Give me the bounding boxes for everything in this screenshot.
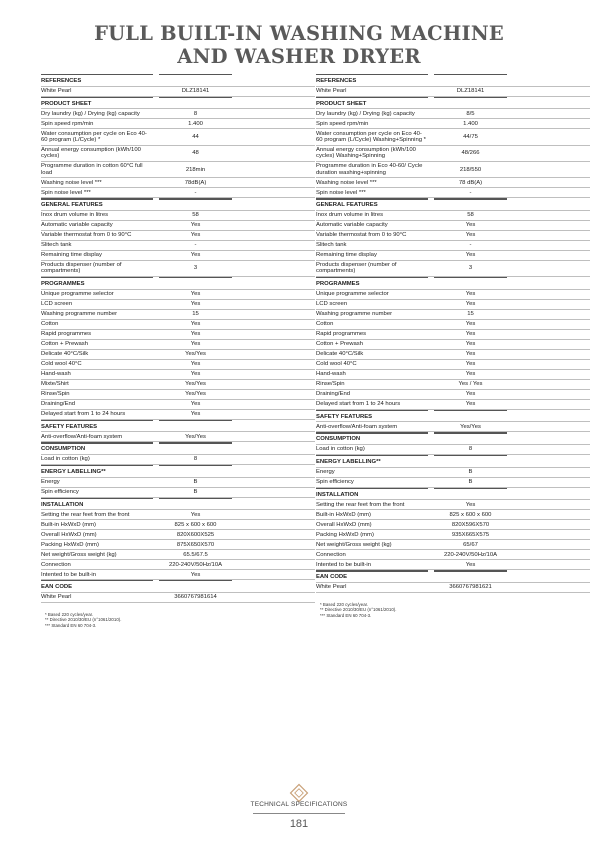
spec-label: Programme duration in Eco 40-60/ Cycle duration washing+spinning xyxy=(316,163,423,176)
spec-value: 820X596X570 xyxy=(451,521,490,528)
spec-row xyxy=(41,560,315,570)
spec-label: Washing programme number xyxy=(41,311,118,318)
spec-label: Cotton + Prewash xyxy=(41,341,88,348)
section-heading: PRODUCT SHEET xyxy=(41,99,315,109)
spec-label: Slitech tank xyxy=(316,242,347,249)
spec-label: Intented to be built-in xyxy=(41,571,97,578)
spec-row xyxy=(316,380,590,390)
spec-value: Yes xyxy=(465,340,476,347)
spec-label: Washing noise level *** xyxy=(41,179,102,186)
spec-label: Annual energy consumption (kWh/100 cycles) xyxy=(41,147,141,160)
spec-row xyxy=(316,445,590,455)
title-line: AND WASHER DRYER xyxy=(177,45,421,68)
spec-label: Draining/End xyxy=(316,390,351,397)
spec-row xyxy=(316,211,590,221)
page-title xyxy=(0,22,598,68)
spec-label: White Pearl xyxy=(316,584,347,591)
spec-row xyxy=(41,251,315,261)
spec-row xyxy=(41,87,315,97)
spec-value: 44/75 xyxy=(463,133,478,140)
spec-value: Yes xyxy=(190,321,201,328)
spec-row xyxy=(41,488,315,498)
spec-table-washer-dryer xyxy=(316,74,590,619)
footnote: *** Standard EN 60 704-3. xyxy=(320,612,372,618)
spec-label: Delayed start from 1 to 24 hours xyxy=(316,400,401,407)
spec-row xyxy=(316,300,590,310)
section-heading: ENERGY LABELLING** xyxy=(41,467,315,477)
spec-value: Yes xyxy=(465,330,476,337)
spec-value: Yes xyxy=(465,390,476,397)
section-heading: EAN CODE xyxy=(41,583,315,593)
spec-row xyxy=(316,540,590,550)
spec-row xyxy=(316,241,590,251)
spec-label: Programme duration in cotton 60°C full load xyxy=(41,163,143,176)
footer-divider xyxy=(253,813,345,814)
spec-label: Washing programme number xyxy=(316,311,393,318)
title-line: FULL BUILT-IN WASHING MACHINE xyxy=(94,22,504,45)
spec-row xyxy=(316,360,590,370)
spec-row xyxy=(316,87,590,97)
spec-label: Setting the rear feet from the front xyxy=(41,511,130,518)
spec-value: - xyxy=(194,242,197,249)
spec-row xyxy=(316,129,590,145)
footnote: * Based 220 cycles/year. xyxy=(320,601,369,607)
spec-label: Delicate 40°C/Silk xyxy=(316,351,364,358)
spec-row xyxy=(316,500,590,510)
section-heading: SAFETY FEATURES xyxy=(41,422,315,432)
spec-value: Yes xyxy=(465,501,476,508)
footnotes xyxy=(41,612,315,629)
spec-label: White Pearl xyxy=(41,88,72,95)
spec-label: Products dispenser (number of compartments) xyxy=(41,262,122,275)
spec-label: Unique programme selector xyxy=(41,291,114,298)
spec-value: 48 xyxy=(192,150,199,157)
spec-row xyxy=(41,162,315,178)
footnotes xyxy=(316,602,590,619)
spec-value: 44 xyxy=(192,133,199,140)
spec-row xyxy=(41,510,315,520)
spec-label: Water consumption per cycle on Eco 40-60 program (L/Cycle) * xyxy=(41,130,147,144)
spec-label: Connection xyxy=(316,551,346,558)
spec-row xyxy=(41,109,315,119)
spec-row xyxy=(41,231,315,241)
spec-row xyxy=(41,300,315,310)
spec-value: Yes xyxy=(465,350,476,357)
section-heading: GENERAL FEATURES xyxy=(41,201,315,211)
spec-row xyxy=(41,119,315,129)
spec-row xyxy=(41,211,315,221)
footnote: ** Directive 2010/30/EU (n°1061/2010). xyxy=(45,617,122,623)
spec-label: Packing HxWxD (mm) xyxy=(316,531,374,538)
spec-label: Rapid programmes xyxy=(316,331,367,338)
spec-value: Yes xyxy=(190,330,201,337)
spec-row xyxy=(316,146,590,162)
spec-value: Yes xyxy=(465,360,476,367)
spec-label: Remaining time display xyxy=(316,252,377,259)
spec-row xyxy=(41,540,315,550)
spec-label: Variable thermostat from 0 to 90°C xyxy=(41,232,132,239)
spec-value: Yes xyxy=(190,222,201,229)
spec-row xyxy=(41,188,315,198)
spec-value: 65.5/67.5 xyxy=(183,551,208,558)
spec-value: 15 xyxy=(192,311,199,318)
spec-row xyxy=(41,178,315,188)
spec-value: 218/550 xyxy=(459,166,482,173)
spec-value: B xyxy=(193,488,198,495)
spec-value: 820X600X525 xyxy=(176,531,215,538)
spec-label: Load in cotton (kg) xyxy=(41,456,90,463)
spec-row xyxy=(41,310,315,320)
spec-label: Load in cotton (kg) xyxy=(316,446,365,453)
spec-label: Draining/End xyxy=(41,400,76,407)
spec-row xyxy=(316,178,590,188)
spec-row xyxy=(41,320,315,330)
spec-label: Net weight/Gross weight (kg) xyxy=(41,551,117,558)
spec-row xyxy=(41,550,315,560)
spec-value: Yes xyxy=(465,232,476,239)
spec-value: Yes xyxy=(465,321,476,328)
spec-label: White Pearl xyxy=(316,88,347,95)
section-heading: PROGRAMMES xyxy=(316,280,590,290)
spec-value: Yes/Yes xyxy=(185,380,206,387)
spec-row xyxy=(316,530,590,540)
spec-value: 218min xyxy=(185,166,206,173)
spec-row xyxy=(41,593,315,603)
spec-value: 8/5 xyxy=(466,110,475,117)
spec-row xyxy=(316,188,590,198)
spec-value: Yes xyxy=(190,571,201,578)
spec-row xyxy=(41,455,315,465)
spec-label: Dry laundry (kg) / Drying (kg) capacity xyxy=(41,110,140,117)
spec-value: Yes xyxy=(190,410,201,417)
page-number: 181 xyxy=(289,818,309,830)
spec-label: Cold wool 40°C xyxy=(41,361,82,367)
spec-value: B xyxy=(468,468,473,475)
spec-value: Yes xyxy=(190,301,201,308)
spec-row xyxy=(316,261,590,277)
spec-value: Yes xyxy=(465,370,476,377)
spec-value: 1.400 xyxy=(463,120,478,127)
spec-label: Rapid programmes xyxy=(41,331,92,338)
spec-value: 3 xyxy=(468,265,473,272)
spec-row xyxy=(41,432,315,442)
spec-value: Yes/Yes xyxy=(460,423,481,430)
spec-label: Energy xyxy=(41,478,60,485)
spec-value: 935X665X575 xyxy=(451,531,490,538)
spec-label: Slitech tank xyxy=(41,242,72,249)
spec-label: Automatic variable capacity xyxy=(316,222,388,229)
spec-row xyxy=(41,241,315,251)
spec-row xyxy=(41,478,315,488)
spec-value: - xyxy=(469,242,472,249)
spec-label: Inox drum volume in litres xyxy=(316,212,384,219)
spec-table-washing-machine xyxy=(41,74,315,629)
spec-label: Overall HxWxD (mm) xyxy=(316,521,372,528)
spec-value: Yes xyxy=(465,400,476,407)
spec-label: Spin speed rpm/min xyxy=(316,120,369,127)
spec-label: Spin speed rpm/min xyxy=(41,120,94,127)
spec-label: Automatic variable capacity xyxy=(41,222,113,229)
spec-label: White Pearl xyxy=(41,594,72,601)
spec-row xyxy=(41,570,315,580)
spec-label: Mixte/Shirt xyxy=(41,380,69,387)
spec-row xyxy=(41,410,315,420)
spec-label: Unique programme selector xyxy=(316,291,389,298)
footnote: *** Standard EN 60 704-3. xyxy=(45,622,97,628)
spec-label: LCD screen xyxy=(41,301,73,308)
spec-row xyxy=(316,350,590,360)
spec-label: Anti-overflow/Anti-foam system xyxy=(41,433,123,440)
spec-label: Cotton xyxy=(41,321,59,328)
spec-row xyxy=(41,129,315,145)
spec-label: Annual energy consumption (kWh/100 cycles) Washing+Spinning xyxy=(316,147,416,160)
spec-label: Cotton + Prewash xyxy=(316,341,363,348)
spec-label: Setting the rear feet from the front xyxy=(316,501,405,508)
spec-label: Connection xyxy=(41,561,71,568)
spec-value: Yes xyxy=(190,511,201,518)
spec-label: Spin efficiency xyxy=(41,488,79,495)
spec-row xyxy=(41,370,315,380)
spec-value: DLZ18141 xyxy=(456,88,485,95)
spec-row xyxy=(41,330,315,340)
spec-label: Hand-wash xyxy=(41,370,71,377)
spec-label: LCD screen xyxy=(316,301,348,308)
spec-row xyxy=(41,350,315,360)
spec-row xyxy=(316,520,590,530)
section-heading: INSTALLATION xyxy=(316,490,590,500)
spec-label: Rinse/Spin xyxy=(41,390,70,397)
spec-value: Yes/Yes xyxy=(185,433,206,440)
footer-label: TECHNICAL SPECIFICATIONS xyxy=(250,801,348,808)
spec-label: Net weight/Gross weight (kg) xyxy=(316,541,392,548)
spec-label: Remaining time display xyxy=(41,252,102,259)
spec-row xyxy=(316,583,590,593)
section-heading: ENERGY LABELLING** xyxy=(316,457,590,467)
spec-value: 875X650X570 xyxy=(176,541,215,548)
spec-label: Rinse/Spin xyxy=(316,380,345,387)
spec-row xyxy=(316,290,590,300)
spec-row xyxy=(316,422,590,432)
section-heading: EAN CODE xyxy=(316,573,590,583)
spec-label: Dry laundry (kg) / Drying (kg) capacity xyxy=(316,110,415,117)
spec-value: 78 dB(A) xyxy=(458,179,483,186)
section-heading: PRODUCT SHEET xyxy=(316,99,590,109)
spec-value: 58 xyxy=(467,212,474,219)
spec-value: 8 xyxy=(193,110,198,117)
spec-value: 78dB(A) xyxy=(184,179,207,186)
spec-value: 825 x 600 x 600 xyxy=(449,511,492,518)
spec-value: B xyxy=(193,478,198,485)
spec-row xyxy=(316,320,590,330)
spec-value: Yes xyxy=(190,340,201,347)
spec-row xyxy=(41,400,315,410)
spec-value: DLZ18141 xyxy=(181,88,210,95)
spec-label: Cold wool 40°C xyxy=(316,361,357,367)
spec-row xyxy=(41,290,315,300)
section-heading: INSTALLATION xyxy=(41,500,315,510)
spec-label: Energy xyxy=(316,468,335,475)
spec-value: - xyxy=(469,189,472,196)
spec-row xyxy=(41,340,315,350)
spec-value: 220-240V/50Hz/10A xyxy=(443,551,498,558)
spec-value: Yes xyxy=(465,301,476,308)
spec-label: Hand-wash xyxy=(316,370,346,377)
spec-value: 3660767981621 xyxy=(449,584,492,591)
spec-row xyxy=(316,330,590,340)
spec-value: Yes xyxy=(190,232,201,239)
spec-value: Yes xyxy=(190,252,201,259)
spec-value: Yes xyxy=(190,400,201,407)
spec-row xyxy=(41,390,315,400)
section-heading: CONSUMPTION xyxy=(41,445,315,455)
spec-value: 15 xyxy=(467,311,474,318)
spec-row xyxy=(316,468,590,478)
spec-value: 8 xyxy=(193,456,198,463)
spec-row xyxy=(316,510,590,520)
spec-label: Water consumption per cycle on Eco 40-60 program (L/Cycle) Washing+Spinning * xyxy=(316,130,426,144)
spec-row xyxy=(316,390,590,400)
spec-row xyxy=(41,520,315,530)
spec-row xyxy=(41,530,315,540)
spec-label: Overall HxWxD (mm) xyxy=(41,531,97,538)
spec-value: 65/67 xyxy=(463,541,478,548)
spec-label: Spin noise level *** xyxy=(316,189,366,196)
section-heading: SAFETY FEATURES xyxy=(316,412,590,422)
spec-value: Yes xyxy=(465,222,476,229)
section-heading: CONSUMPTION xyxy=(316,435,590,445)
spec-row xyxy=(316,370,590,380)
spec-row xyxy=(316,109,590,119)
spec-label: Packing HxWxD (mm) xyxy=(41,541,99,548)
spec-label: Variable thermostat from 0 to 90°C xyxy=(316,232,407,239)
spec-value: - xyxy=(194,189,197,196)
spec-value: 48/266 xyxy=(461,150,480,157)
spec-row xyxy=(316,119,590,129)
spec-row xyxy=(316,478,590,488)
spec-label: Built-in HxWxD (mm) xyxy=(41,521,96,528)
spec-value: 8 xyxy=(468,446,473,453)
spec-label: Built-in HxWxD (mm) xyxy=(316,511,371,518)
spec-value: Yes xyxy=(465,561,476,568)
spec-row xyxy=(41,380,315,390)
section-heading: PROGRAMMES xyxy=(41,280,315,290)
section-heading: REFERENCES xyxy=(41,77,315,87)
spec-label: Spin noise level *** xyxy=(41,189,91,196)
spec-row xyxy=(316,400,590,410)
spec-row xyxy=(316,550,590,560)
spec-value: Yes xyxy=(465,291,476,298)
spec-row xyxy=(41,146,315,162)
spec-value: Yes xyxy=(465,252,476,259)
spec-value: 58 xyxy=(192,212,199,219)
spec-value: Yes xyxy=(190,370,201,377)
spec-label: Delayed start from 1 to 24 hours xyxy=(41,410,126,417)
spec-value: Yes xyxy=(190,360,201,367)
footnote: * Based 220 cycles/year. xyxy=(45,611,94,617)
spec-label: Anti-overflow/Anti-foam system xyxy=(316,423,398,430)
spec-value: 220-240V/50Hz/10A xyxy=(168,561,223,568)
spec-value: Yes xyxy=(190,291,201,298)
spec-row xyxy=(41,360,315,370)
footnote: ** Directive 2010/30/EU (n°1061/2010). xyxy=(320,607,397,613)
spec-label: Cotton xyxy=(316,321,334,328)
spec-value: Yes / Yes xyxy=(458,380,483,387)
spec-label: Spin efficiency xyxy=(316,478,354,485)
spec-value: 825 x 600 x 600 xyxy=(174,521,217,528)
spec-row xyxy=(316,560,590,570)
spec-row xyxy=(316,221,590,231)
spec-value: B xyxy=(468,478,473,485)
spec-row xyxy=(316,251,590,261)
spec-row xyxy=(316,162,590,178)
spec-label: Products dispenser (number of compartments) xyxy=(316,262,397,275)
spec-label: Inox drum volume in litres xyxy=(41,212,109,219)
spec-value: Yes/Yes xyxy=(185,390,206,397)
spec-row xyxy=(41,221,315,231)
spec-value: 3660767981614 xyxy=(174,594,217,601)
spec-label: Washing noise level *** xyxy=(316,179,377,186)
spec-value: 1.400 xyxy=(188,120,203,127)
spec-value: Yes/Yes xyxy=(185,350,206,357)
spec-label: Intented to be built-in xyxy=(316,561,372,568)
section-heading: REFERENCES xyxy=(316,77,590,87)
spec-row xyxy=(316,310,590,320)
spec-row xyxy=(316,340,590,350)
spec-row xyxy=(316,231,590,241)
section-heading: GENERAL FEATURES xyxy=(316,201,590,211)
spec-row xyxy=(41,261,315,277)
spec-label: Delicate 40°C/Silk xyxy=(41,351,89,358)
spec-value: 3 xyxy=(193,265,198,272)
